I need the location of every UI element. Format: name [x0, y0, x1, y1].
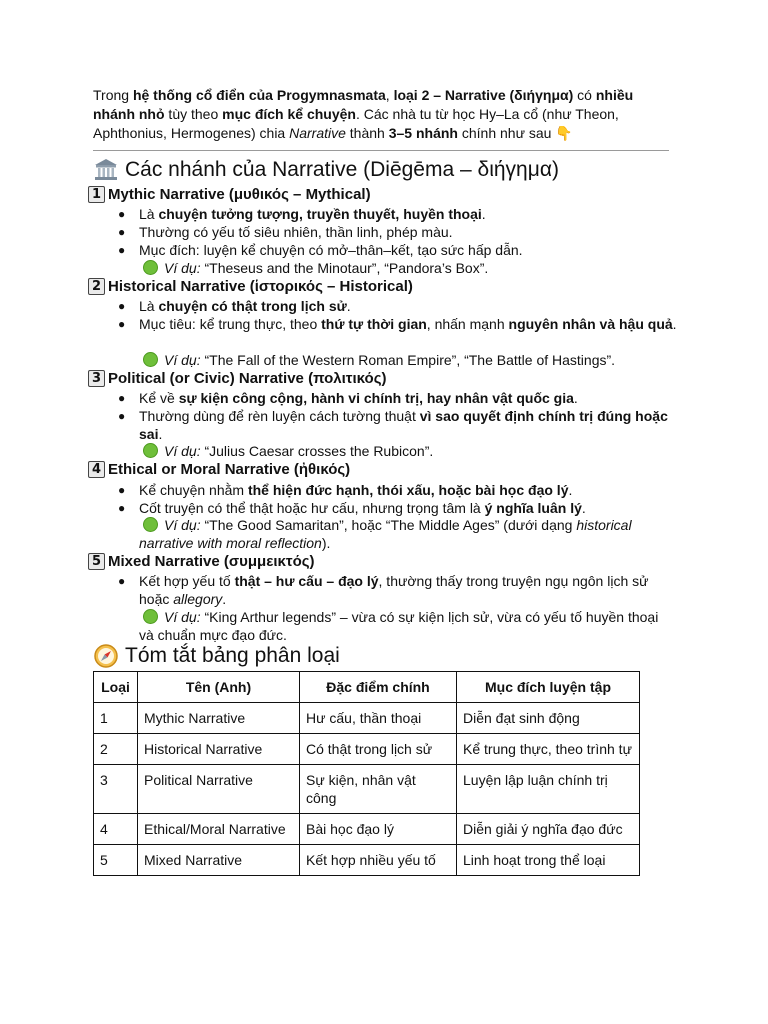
green-circle-icon: [143, 352, 158, 367]
table-cell: 4: [94, 814, 138, 845]
example-italic: historical narrative with moral reflection: [139, 517, 632, 551]
list-bold: sự kiện công cộng, hành vi chính trị, hay nhân vật quốc gia: [178, 390, 574, 406]
list-text: , nhấn mạnh: [426, 316, 509, 332]
example-line: [139, 259, 684, 277]
branch-heading-political: [88, 369, 387, 388]
number-1-icon: 1: [88, 186, 105, 203]
bullet-icon: ●: [118, 574, 126, 588]
table-cell: Historical Narrative: [138, 734, 300, 765]
green-circle-icon: [143, 260, 158, 275]
list-item: [118, 572, 661, 608]
table-cell: Sự kiện, nhân vật công: [300, 765, 457, 814]
section-heading-summary: [93, 643, 340, 669]
bullet-icon: ●: [118, 299, 126, 313]
list-text: Là: [139, 206, 159, 222]
example-line: [139, 516, 659, 552]
branch-title: Political (or Civic) Narrative (πολιτικός): [108, 370, 387, 387]
column-header: Tên (Anh): [138, 672, 300, 703]
intro-text: thành: [345, 125, 389, 141]
table-cell: Có thật trong lịch sử: [300, 734, 457, 765]
intro-text: chính như sau: [457, 125, 556, 141]
example-line: [139, 351, 684, 369]
list-text: Thường dùng để rèn luyện cách tường thuật: [139, 408, 420, 424]
list-text: Kết hợp yếu tố: [139, 573, 235, 589]
table-row: [94, 734, 640, 765]
bullet-icon: ●: [118, 409, 126, 423]
branch-heading-ethical: [88, 460, 350, 479]
table-cell: Bài học đạo lý: [300, 814, 457, 845]
intro-bold: hệ thống cổ điển của Progymnasmata: [132, 87, 386, 103]
list-text: .: [222, 591, 227, 607]
table-row: [94, 814, 640, 845]
list-italic: allegory: [173, 591, 223, 607]
list-text: .: [672, 316, 677, 332]
list-text: Mục tiêu: kể trung thực, theo: [139, 316, 322, 332]
example-label: Ví dụ:: [164, 260, 201, 276]
table-cell: Ethical/Moral Narrative: [138, 814, 300, 845]
example-text: “Julius Caesar crosses the Rubicon”.: [200, 443, 434, 459]
bullet-icon: ●: [118, 501, 126, 515]
branch-heading-historical: [88, 277, 413, 296]
list-item: [118, 205, 684, 223]
intro-bold: nhiều nhánh nhỏ: [93, 87, 634, 122]
intro-text: có: [573, 87, 596, 103]
section-title: Tóm tắt bảng phân loại: [125, 644, 340, 667]
table-cell: 5: [94, 845, 138, 876]
example-label: Ví dụ:: [164, 517, 201, 533]
bullet-icon: ●: [118, 317, 126, 331]
branch-title: Mythic Narrative (μυθικός – Mythical): [108, 186, 371, 203]
table-cell: 1: [94, 703, 138, 734]
bullet-icon: ●: [118, 243, 126, 257]
column-header: Đặc điểm chính: [300, 672, 457, 703]
summary-table: [93, 671, 640, 876]
list-item: [118, 297, 684, 315]
list-bold: chuyện tưởng tượng, truyền thuyết, huyền thoại: [158, 206, 482, 222]
number-2-icon: 2: [88, 278, 105, 295]
list-text: .: [568, 482, 573, 498]
list-text: .: [481, 206, 486, 222]
intro-text: ,: [385, 87, 394, 103]
table-header-row: [94, 672, 640, 703]
list-item: [118, 481, 684, 499]
intro-text: tùy theo: [164, 106, 223, 122]
table-cell: Kết hợp nhiều yếu tố: [300, 845, 457, 876]
list-item: [118, 223, 684, 241]
branch-title: Ethical or Moral Narrative (ἠθικός): [108, 461, 351, 478]
list-item: [118, 241, 684, 259]
example-label: Ví dụ:: [164, 352, 201, 368]
bullet-icon: ●: [118, 391, 126, 405]
bullet-icon: ●: [118, 225, 126, 239]
table-cell: Hư cấu, thần thoại: [300, 703, 457, 734]
column-header: Mục đích luyện tập: [457, 672, 640, 703]
bullet-icon: ●: [118, 483, 126, 497]
list-text: Kể về: [139, 390, 179, 406]
table-row: [94, 703, 640, 734]
example-text: ).: [321, 535, 331, 551]
table-cell: Mixed Narrative: [138, 845, 300, 876]
compass-icon: [93, 643, 119, 669]
list-bold: chuyện có thật trong lịch sử: [158, 298, 347, 314]
list-text: .: [346, 298, 351, 314]
example-text: “The Good Samaritan”, hoặc “The Middle Ages” (dưới dạng: [200, 517, 577, 533]
branch-heading-mythic: [88, 185, 371, 204]
example-text: “Theseus and the Minotaur”, “Pandora’s Box”.: [200, 260, 489, 276]
example-line: [139, 442, 684, 460]
list-text: .: [573, 390, 578, 406]
intro-text: . Các nhà tu từ học Hy–La cổ (như Theon, Aphthonius, Hermogenes) chia: [93, 106, 619, 141]
intro-italic: Narrative: [289, 125, 346, 141]
branch-title: Historical Narrative (ἱστορικός – Historical): [108, 278, 413, 295]
table-cell: 3: [94, 765, 138, 814]
example-line: [139, 608, 669, 644]
list-bold: vì sao quyết định chính trị đúng hoặc sai: [139, 408, 668, 442]
intro-bold: mục đích kể chuyện: [222, 106, 356, 122]
number-5-icon: 5: [88, 553, 105, 570]
list-text: Kể chuyện nhằm: [139, 482, 248, 498]
green-circle-icon: [143, 517, 158, 532]
table-cell: 2: [94, 734, 138, 765]
list-text: .: [158, 426, 163, 442]
intro-bold: loại 2 – Narrative (διήγημα): [393, 87, 574, 103]
section-heading-branches: [93, 157, 559, 183]
table-cell: Linh hoạt trong thể loại: [457, 845, 640, 876]
list-item: [118, 499, 684, 517]
table-cell: Kể trung thực, theo trình tự: [457, 734, 640, 765]
list-item: [118, 389, 684, 407]
table-cell: Mythic Narrative: [138, 703, 300, 734]
list-bold: thứ tự thời gian: [321, 316, 427, 332]
section-title: Các nhánh của Narrative (Diēgēma – διήγημα): [125, 158, 559, 181]
green-circle-icon: [143, 609, 158, 624]
list-text: , thường thấy trong truyện ngụ ngôn lịch sử hoặc: [139, 573, 649, 607]
table-cell: Diễn giải ý nghĩa đạo đức: [457, 814, 640, 845]
list-bold: thể hiện đức hạnh, thói xấu, hoặc bài học đạo lý: [247, 482, 569, 498]
branch-title: Mixed Narrative (συμμεικτός): [108, 553, 315, 570]
list-bold: ý nghĩa luân lý: [484, 500, 582, 516]
horizontal-rule: [93, 150, 669, 151]
pointing-down-icon: 👇: [555, 126, 573, 142]
classical-building-icon: [93, 157, 119, 183]
list-text: Thường có yếu tố siêu nhiên, thần linh, phép màu.: [139, 224, 453, 240]
table-cell: Diễn đạt sinh động: [457, 703, 640, 734]
example-label: Ví dụ:: [164, 443, 201, 459]
table-cell: Political Narrative: [138, 765, 300, 814]
column-header: Loại: [94, 672, 138, 703]
list-bold: nguyên nhân và hậu quả: [508, 316, 673, 332]
intro-text: Trong: [93, 87, 133, 103]
list-bold: thật – hư cấu – đạo lý: [234, 573, 379, 589]
list-text: .: [581, 500, 586, 516]
branch-heading-mixed: [88, 552, 315, 571]
list-text: Là: [139, 298, 159, 314]
number-3-icon: 3: [88, 370, 105, 387]
list-text: Cốt truyện có thể thật hoặc hư cấu, nhưng trọng tâm là: [139, 500, 485, 516]
intro-paragraph: [93, 86, 673, 144]
table-cell: Luyện lập luận chính trị: [457, 765, 640, 814]
list-item: [118, 315, 679, 333]
table-row: [94, 765, 640, 814]
intro-bold: 3–5 nhánh: [388, 125, 458, 141]
list-item: [118, 407, 684, 443]
table-row: [94, 845, 640, 876]
example-text: “King Arthur legends” – vừa có sự kiện lịch sử, vừa có yếu tố huyền thoại và chuẩn mực đạo đức.: [139, 609, 659, 643]
bullet-icon: ●: [118, 207, 126, 221]
example-text: “The Fall of the Western Roman Empire”, “The Battle of Hastings”.: [200, 352, 616, 368]
list-text: Mục đích: luyện kể chuyện có mở–thân–kết, tạo sức hấp dẫn.: [139, 242, 523, 258]
example-label: Ví dụ:: [164, 609, 201, 625]
number-4-icon: 4: [88, 461, 105, 478]
green-circle-icon: [143, 443, 158, 458]
